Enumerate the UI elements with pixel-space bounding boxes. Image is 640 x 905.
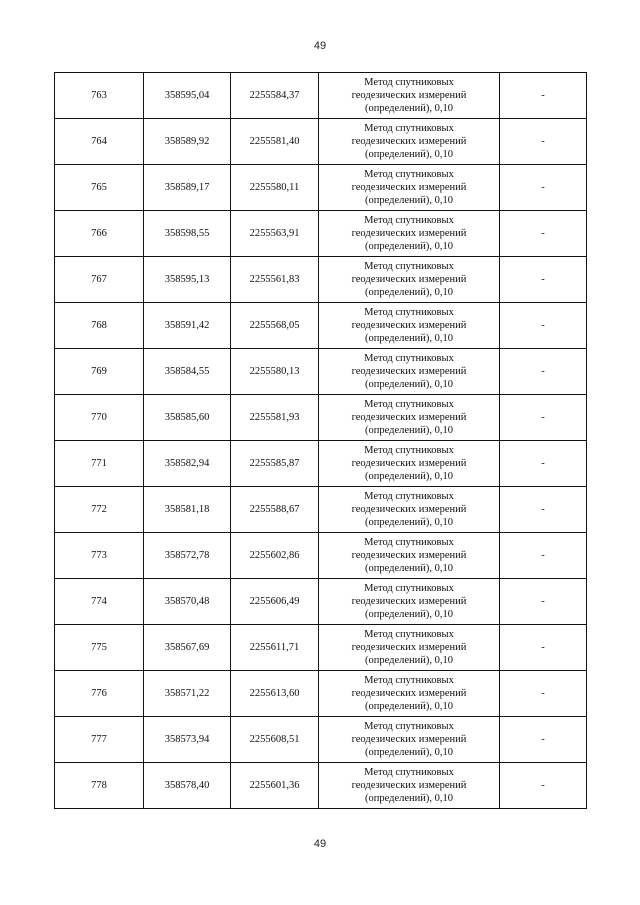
point-number-cell: 778 [55,763,144,809]
method-cell [319,349,500,395]
description-cell: - [500,717,587,763]
x-coordinate-cell: 358595,04 [144,73,231,119]
table-row [55,487,587,533]
point-number-cell: 764 [55,119,144,165]
method-cell [319,717,500,763]
method-text-line: геодезических измерений [351,182,467,193]
method-cell [319,119,500,165]
method-text-line: геодезических измерений [351,504,467,515]
method-text-line: (определений), 0,10 [364,195,454,206]
method-text-line: Метод спутниковых [364,767,454,778]
x-coordinate-cell: 358572,78 [144,533,231,579]
method-text-line: (определений), 0,10 [364,103,454,114]
method-text-line: геодезических измерений [351,90,467,101]
description-cell: - [500,625,587,671]
method-text-line: Метод спутниковых [364,307,454,318]
method-text-line: Метод спутниковых [364,353,454,364]
description-cell: - [500,763,587,809]
method-text-line: Метод спутниковых [364,169,454,180]
description-cell: - [500,165,587,211]
y-coordinate-cell: 2255580,13 [231,349,319,395]
x-coordinate-cell: 358595,13 [144,257,231,303]
page-number-bottom: 49 [313,838,327,850]
method-text-line: Метод спутниковых [364,491,454,502]
method-cell [319,73,500,119]
x-coordinate-cell: 358573,94 [144,717,231,763]
coordinates-table-body [55,73,587,809]
y-coordinate-cell: 2255608,51 [231,717,319,763]
table-row [55,533,587,579]
table-row [55,303,587,349]
method-cell [319,671,500,717]
method-text-line: геодезических измерений [351,412,467,423]
x-coordinate-cell: 358571,22 [144,671,231,717]
y-coordinate-cell: 2255606,49 [231,579,319,625]
method-text-line: (определений), 0,10 [364,471,454,482]
method-text-line: геодезических измерений [351,688,467,699]
y-coordinate-cell: 2255561,83 [231,257,319,303]
y-coordinate-cell: 2255602,86 [231,533,319,579]
y-coordinate-cell: 2255581,40 [231,119,319,165]
method-cell [319,763,500,809]
x-coordinate-cell: 358570,48 [144,579,231,625]
method-text-line: (определений), 0,10 [364,149,454,160]
x-coordinate-cell: 358578,40 [144,763,231,809]
description-cell: - [500,119,587,165]
table-row [55,119,587,165]
method-cell [319,257,500,303]
method-text-line: Метод спутниковых [364,629,454,640]
y-coordinate-cell: 2255584,37 [231,73,319,119]
x-coordinate-cell: 358581,18 [144,487,231,533]
y-coordinate-cell: 2255588,67 [231,487,319,533]
method-text-line: (определений), 0,10 [364,517,454,528]
method-text-line: (определений), 0,10 [364,379,454,390]
point-number-cell: 769 [55,349,144,395]
description-cell: - [500,73,587,119]
method-text-line: геодезических измерений [351,596,467,607]
method-cell [319,533,500,579]
point-number-cell: 763 [55,73,144,119]
description-cell: - [500,395,587,441]
method-text-line: геодезических измерений [351,136,467,147]
point-number-cell: 777 [55,717,144,763]
table-row [55,763,587,809]
description-cell: - [500,671,587,717]
description-cell: - [500,533,587,579]
description-cell: - [500,257,587,303]
method-text-line: геодезических измерений [351,642,467,653]
method-text-line: Метод спутниковых [364,583,454,594]
point-number-cell: 767 [55,257,144,303]
method-text-line: геодезических измерений [351,366,467,377]
table-row [55,579,587,625]
method-text-line: Метод спутниковых [364,399,454,410]
method-cell [319,579,500,625]
method-text-line: геодезических измерений [351,458,467,469]
description-cell: - [500,303,587,349]
method-text-line: (определений), 0,10 [364,701,454,712]
method-text-line: Метод спутниковых [364,261,454,272]
method-cell [319,165,500,211]
method-text-line: геодезических измерений [351,274,467,285]
method-text-line: Метод спутниковых [364,675,454,686]
y-coordinate-cell: 2255613,60 [231,671,319,717]
method-text-line: геодезических измерений [351,228,467,239]
method-text-line: геодезических измерений [351,550,467,561]
table-row [55,165,587,211]
table-row [55,73,587,119]
method-text-line: (определений), 0,10 [364,609,454,620]
method-text-line: Метод спутниковых [364,77,454,88]
point-number-cell: 776 [55,671,144,717]
method-text-line: (определений), 0,10 [364,287,454,298]
point-number-cell: 772 [55,487,144,533]
x-coordinate-cell: 358585,60 [144,395,231,441]
table-row [55,717,587,763]
y-coordinate-cell: 2255611,71 [231,625,319,671]
method-text-line: (определений), 0,10 [364,747,454,758]
page-number-top: 49 [313,40,327,52]
method-text-line: (определений), 0,10 [364,563,454,574]
x-coordinate-cell: 358598,55 [144,211,231,257]
method-text-line: (определений), 0,10 [364,655,454,666]
table-row [55,625,587,671]
table-row [55,441,587,487]
table-row [55,349,587,395]
table-row [55,671,587,717]
method-text-line: геодезических измерений [351,320,467,331]
method-text-line: (определений), 0,10 [364,425,454,436]
method-text-line: Метод спутниковых [364,537,454,548]
description-cell: - [500,349,587,395]
method-text-line: геодезических измерений [351,780,467,791]
y-coordinate-cell: 2255585,87 [231,441,319,487]
description-cell: - [500,487,587,533]
method-text-line: (определений), 0,10 [364,241,454,252]
method-cell [319,395,500,441]
point-number-cell: 766 [55,211,144,257]
method-text-line: геодезических измерений [351,734,467,745]
description-cell: - [500,211,587,257]
y-coordinate-cell: 2255563,91 [231,211,319,257]
method-cell [319,303,500,349]
x-coordinate-cell: 358589,92 [144,119,231,165]
method-text-line: Метод спутниковых [364,215,454,226]
description-cell: - [500,441,587,487]
point-number-cell: 775 [55,625,144,671]
x-coordinate-cell: 358584,55 [144,349,231,395]
method-cell [319,487,500,533]
point-number-cell: 770 [55,395,144,441]
method-text-line: Метод спутниковых [364,123,454,134]
method-text-line: Метод спутниковых [364,721,454,732]
table-row [55,395,587,441]
y-coordinate-cell: 2255601,36 [231,763,319,809]
y-coordinate-cell: 2255568,05 [231,303,319,349]
x-coordinate-cell: 358589,17 [144,165,231,211]
x-coordinate-cell: 358591,42 [144,303,231,349]
point-number-cell: 765 [55,165,144,211]
point-number-cell: 773 [55,533,144,579]
x-coordinate-cell: 358582,94 [144,441,231,487]
point-number-cell: 771 [55,441,144,487]
x-coordinate-cell: 358567,69 [144,625,231,671]
method-cell [319,625,500,671]
method-text-line: Метод спутниковых [364,445,454,456]
method-text-line: (определений), 0,10 [364,793,454,804]
y-coordinate-cell: 2255581,93 [231,395,319,441]
method-cell [319,211,500,257]
coordinates-table [54,72,587,809]
table-row [55,211,587,257]
point-number-cell: 768 [55,303,144,349]
description-cell: - [500,579,587,625]
table-row [55,257,587,303]
method-cell [319,441,500,487]
y-coordinate-cell: 2255580,11 [231,165,319,211]
method-text-line: (определений), 0,10 [364,333,454,344]
point-number-cell: 774 [55,579,144,625]
